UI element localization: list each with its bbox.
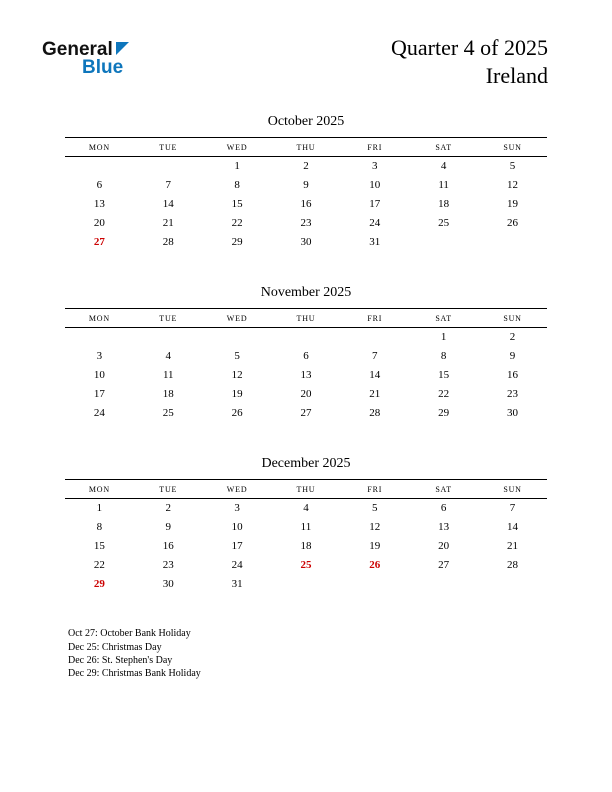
day-header-row — [65, 480, 547, 499]
general-blue-logo — [42, 34, 129, 77]
week-row — [65, 195, 547, 214]
day-cell: 22 — [231, 217, 243, 230]
holiday-day-cell: 27 — [93, 236, 105, 249]
day-cell: 17 — [369, 198, 381, 211]
day-cell: 30 — [507, 407, 519, 420]
empty-day-cell — [478, 233, 547, 252]
day-cell: 16 — [507, 369, 519, 382]
month-title: October 2025 — [267, 114, 345, 130]
day-header: WED — [203, 309, 272, 328]
day-cell: 7 — [509, 502, 516, 515]
week-row — [65, 157, 547, 177]
day-cell: 22 — [93, 559, 105, 572]
day-cell: 21 — [369, 388, 381, 401]
day-cell: 3 — [234, 502, 240, 515]
holiday-day-cell: 29 — [93, 578, 105, 591]
day-header: TUE — [134, 309, 203, 328]
day-cell: 9 — [303, 179, 309, 192]
day-cell: 3 — [96, 350, 103, 363]
day-cell: 11 — [300, 521, 312, 534]
empty-day-cell — [65, 157, 134, 177]
day-cell: 14 — [162, 198, 174, 211]
month-section — [65, 285, 547, 423]
day-cell: 2 — [165, 502, 172, 515]
day-cell: 18 — [300, 540, 312, 553]
day-header: THU — [272, 138, 341, 157]
day-header: SAT — [409, 138, 478, 157]
week-row — [65, 499, 547, 519]
day-header: MON — [65, 309, 134, 328]
day-cell: 2 — [509, 331, 516, 344]
day-cell: 8 — [234, 179, 240, 192]
month-calendar-table — [65, 479, 547, 594]
day-header: MON — [65, 138, 134, 157]
empty-day-cell — [134, 157, 203, 177]
day-cell: 24 — [369, 217, 381, 230]
empty-day-cell — [134, 328, 203, 348]
day-cell: 6 — [303, 350, 309, 363]
logo-triangle-icon — [116, 42, 129, 55]
day-cell: 13 — [93, 198, 105, 211]
title-quarter: Quarter 4 of 2025 — [390, 35, 548, 60]
week-row — [65, 404, 547, 423]
day-cell: 18 — [438, 198, 450, 211]
day-cell: 8 — [440, 350, 447, 363]
week-row — [65, 233, 547, 252]
day-cell: 1 — [96, 502, 103, 515]
day-cell: 26 — [507, 217, 519, 230]
holiday-day-cell: 25 — [300, 559, 312, 572]
day-cell: 9 — [509, 350, 516, 363]
day-cell: 20 — [438, 540, 450, 553]
title-country: Ireland — [485, 63, 548, 89]
week-row — [65, 385, 547, 404]
day-cell: 14 — [369, 369, 381, 382]
day-cell: 30 — [162, 578, 174, 591]
empty-day-cell — [478, 575, 547, 594]
week-row — [65, 347, 547, 366]
empty-day-cell — [340, 575, 409, 594]
day-header: SUN — [478, 480, 547, 499]
month-title: December 2025 — [261, 456, 351, 472]
day-cell: 6 — [96, 179, 103, 192]
day-cell: 11 — [162, 369, 174, 382]
day-header-row — [65, 309, 547, 328]
day-header: THU — [272, 309, 341, 328]
day-cell: 6 — [440, 502, 447, 515]
day-header: FRI — [340, 138, 409, 157]
week-row — [65, 214, 547, 233]
day-header: THU — [272, 480, 341, 499]
day-cell: 4 — [165, 350, 172, 363]
holiday-day-cell: 26 — [369, 559, 381, 572]
empty-day-cell — [409, 575, 478, 594]
day-cell: 21 — [162, 217, 174, 230]
day-cell: 28 — [162, 236, 174, 249]
week-row — [65, 176, 547, 195]
empty-day-cell — [340, 328, 409, 348]
day-header: MON — [65, 480, 134, 499]
month-section — [65, 456, 547, 594]
day-cell: 16 — [162, 540, 174, 553]
day-cell: 2 — [303, 160, 309, 173]
day-cell: 17 — [93, 388, 105, 401]
day-header: FRI — [340, 480, 409, 499]
day-cell: 12 — [231, 369, 243, 382]
day-cell: 26 — [231, 407, 243, 420]
day-cell: 7 — [372, 350, 378, 363]
day-cell: 5 — [509, 160, 516, 173]
month-calendar-table — [65, 308, 547, 423]
legend-item: Dec 29: Christmas Bank Holiday — [68, 667, 201, 679]
day-cell: 25 — [162, 407, 174, 420]
day-cell: 9 — [165, 521, 172, 534]
day-cell: 28 — [369, 407, 381, 420]
day-cell: 31 — [369, 236, 381, 249]
day-cell: 4 — [440, 160, 447, 173]
day-cell: 19 — [231, 388, 243, 401]
day-cell: 24 — [93, 407, 105, 420]
day-header-row — [65, 138, 547, 157]
day-cell: 12 — [507, 179, 519, 192]
week-row — [65, 328, 547, 348]
day-header: SUN — [478, 138, 547, 157]
day-cell: 11 — [438, 179, 449, 192]
month-calendar-table — [65, 137, 547, 252]
day-header: FRI — [340, 309, 409, 328]
day-cell: 29 — [231, 236, 243, 249]
empty-day-cell — [409, 233, 478, 252]
week-row — [65, 537, 547, 556]
day-cell: 23 — [300, 217, 312, 230]
day-cell: 22 — [438, 388, 450, 401]
day-cell: 4 — [303, 502, 309, 515]
day-cell: 19 — [369, 540, 381, 553]
legend-item: Dec 26: St. Stephen's Day — [68, 654, 173, 666]
day-header: TUE — [134, 480, 203, 499]
day-cell: 5 — [234, 350, 240, 363]
day-cell: 29 — [438, 407, 450, 420]
months-container — [65, 114, 547, 594]
day-header: WED — [203, 480, 272, 499]
empty-day-cell — [272, 328, 341, 348]
day-header: SAT — [409, 480, 478, 499]
week-row — [65, 575, 547, 594]
day-header: SAT — [409, 309, 478, 328]
day-cell: 13 — [438, 521, 450, 534]
logo-text-general: General — [42, 39, 113, 60]
day-header: TUE — [134, 138, 203, 157]
day-cell: 19 — [507, 198, 519, 211]
day-cell: 10 — [231, 521, 243, 534]
document-title — [391, 34, 548, 90]
month-title: November 2025 — [260, 285, 352, 301]
week-row — [65, 556, 547, 575]
day-cell: 23 — [507, 388, 519, 401]
day-cell: 23 — [162, 559, 174, 572]
day-cell: 12 — [369, 521, 381, 534]
day-cell: 20 — [93, 217, 105, 230]
day-cell: 27 — [438, 559, 450, 572]
empty-day-cell — [272, 575, 341, 594]
day-cell: 15 — [438, 369, 450, 382]
day-cell: 27 — [300, 407, 312, 420]
day-cell: 14 — [507, 521, 519, 534]
day-cell: 18 — [162, 388, 174, 401]
day-cell: 17 — [231, 540, 243, 553]
day-cell: 15 — [93, 540, 105, 553]
day-cell: 8 — [96, 521, 103, 534]
day-cell: 28 — [507, 559, 519, 572]
day-cell: 10 — [93, 369, 105, 382]
day-cell: 5 — [372, 502, 378, 515]
day-cell: 31 — [231, 578, 243, 591]
day-cell: 25 — [438, 217, 450, 230]
day-header: SUN — [478, 309, 547, 328]
holiday-legend — [68, 627, 612, 680]
legend-item: Dec 25: Christmas Day — [68, 641, 162, 653]
day-cell: 16 — [300, 198, 312, 211]
page-header — [0, 34, 612, 90]
day-cell: 15 — [231, 198, 243, 211]
day-cell: 20 — [300, 388, 312, 401]
day-header: WED — [203, 138, 272, 157]
day-cell: 3 — [372, 160, 378, 173]
day-cell: 21 — [507, 540, 519, 553]
empty-day-cell — [203, 328, 272, 348]
day-cell: 10 — [369, 179, 381, 192]
logo-text-blue: Blue — [82, 57, 124, 78]
week-row — [65, 366, 547, 385]
day-cell: 24 — [231, 559, 243, 572]
day-cell: 30 — [300, 236, 312, 249]
day-cell: 7 — [165, 179, 172, 192]
empty-day-cell — [65, 328, 134, 348]
week-row — [65, 518, 547, 537]
day-cell: 1 — [234, 160, 240, 173]
day-cell: 1 — [440, 331, 447, 344]
month-section — [65, 114, 547, 252]
legend-item: Oct 27: October Bank Holiday — [68, 628, 191, 640]
day-cell: 13 — [300, 369, 312, 382]
